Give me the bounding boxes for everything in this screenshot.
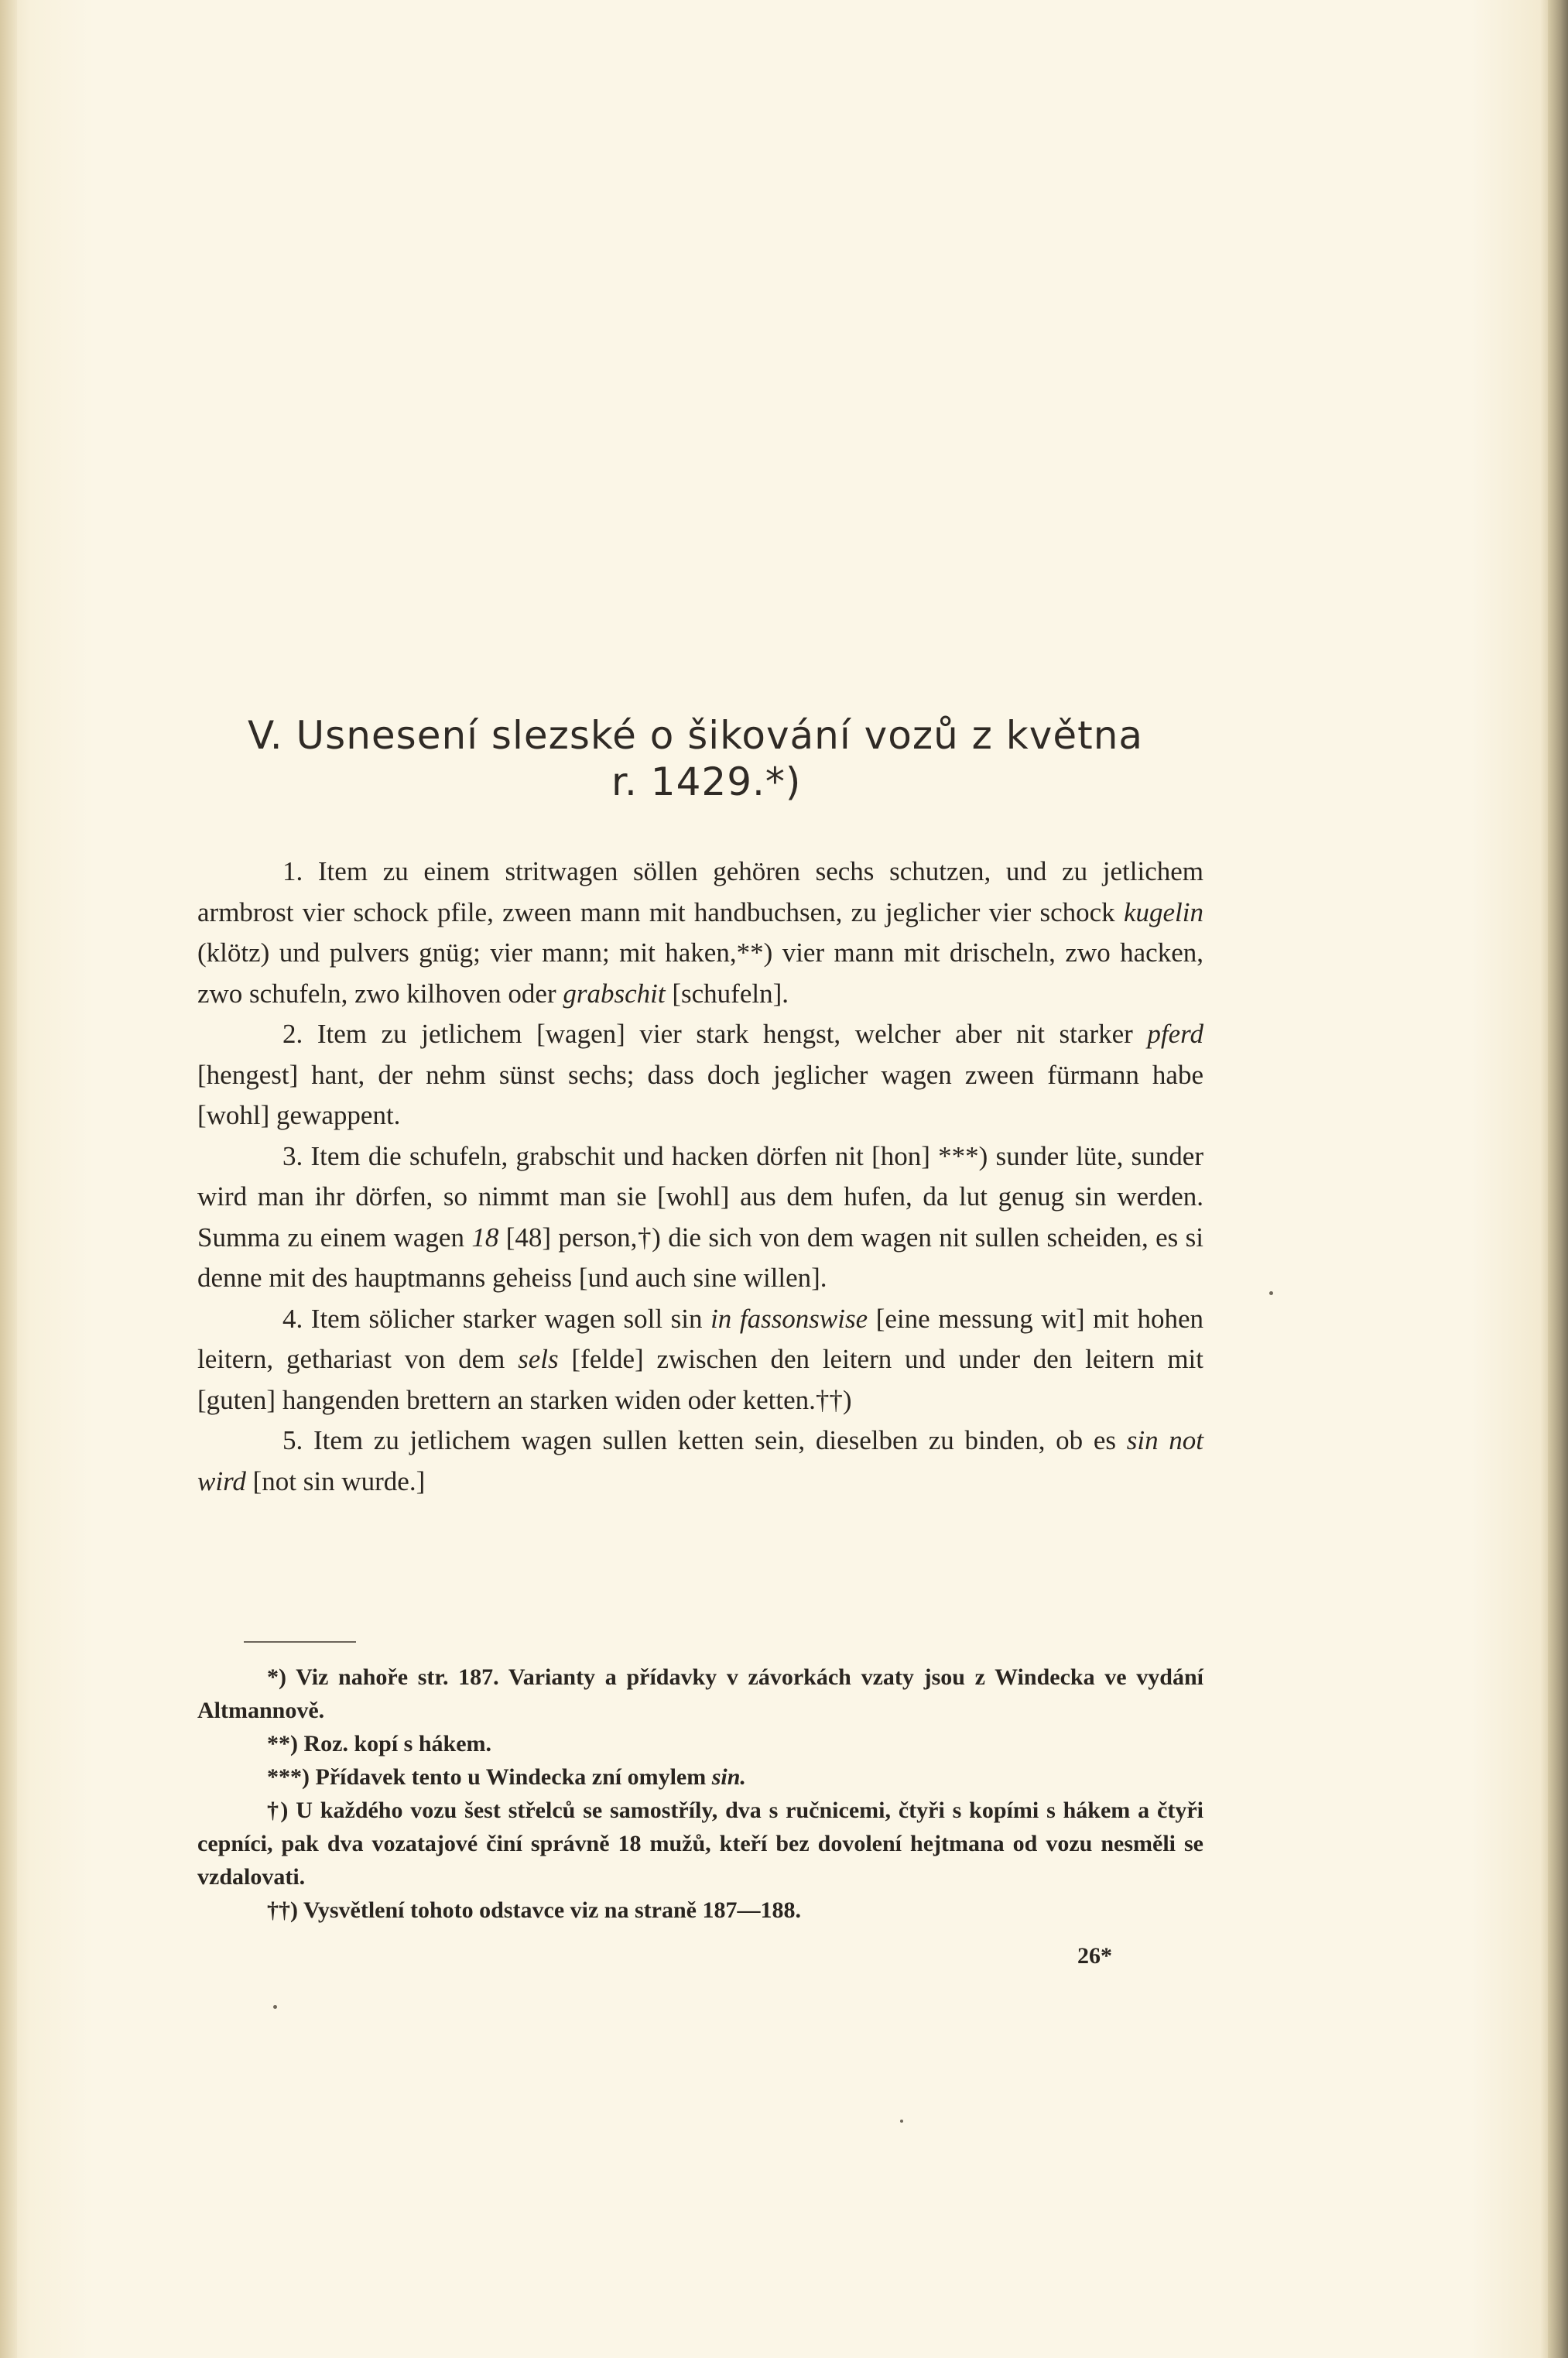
footnote [197, 1661, 1203, 1727]
main-text [197, 852, 1203, 1502]
text-run: [eine messung wit] mit hohen leitern, gethariast von dem [197, 1303, 1203, 1374]
text-run: [hengest] hant, der nehm sünst sechs; dass doch jeglicher wagen zween fürmann habe [wohl] gewappent. [197, 1059, 1203, 1130]
italic-term: in fassonswise [710, 1303, 868, 1334]
page-number: 26* [1077, 1943, 1112, 1969]
chapter-title-line-1: V. Usnesení slezské o šikování vozů z května [248, 713, 1144, 758]
italic-term: 18 [471, 1222, 499, 1253]
paragraph [197, 1421, 1203, 1502]
text-run: [48] person,†) die sich von dem wagen nit sullen scheiden, es si denne mit des hauptmanns geheiss [und auch sine willen]. [197, 1222, 1203, 1293]
footnote [197, 1794, 1203, 1894]
italic-term: kugelin [1123, 896, 1203, 927]
footnote [197, 1727, 1203, 1760]
page-left-edge [0, 0, 17, 2358]
footnote-separator [244, 1641, 356, 1643]
text-run: (klötz) und pulvers gnüg; vier mann; mit haken,**) vier mann mit drischeln, zwo hacken, zwo schufeln, zwo kilhoven oder [197, 937, 1203, 1009]
text-run: [not sin wurde.] [245, 1465, 426, 1496]
chapter-title [248, 712, 1254, 805]
text-run: 1. Item zu einem stritwagen söllen gehören sechs schutzen, und zu jetlichem armbrost vier schock pfile, zween mann mit handbuchsen, zu jeglicher vier schock [197, 856, 1203, 927]
text-run: ††) Vysvětlení tohoto odstavce viz na straně 187—188. [267, 1897, 801, 1923]
text-run: 3. Item die schufeln, grabschit und hacken dörfen nit [hon] ***) sunder lüte, sunder wird man ihr dörfen, so nimmt man sie [wohl] aus dem hufen, da lut genug sin werden. Summa zu einem wagen [197, 1140, 1203, 1253]
print-speck [900, 2120, 903, 2123]
text-run: **) Roz. kopí s hákem. [267, 1731, 492, 1757]
text-run: 4. Item sölicher starker wagen soll sin [282, 1303, 711, 1334]
italic-term: sels [518, 1344, 559, 1374]
text-run: [felde] zwischen den leitern und under den leitern mit [guten] hangenden brettern an starken widen oder ketten.††) [197, 1344, 1203, 1415]
paragraph [197, 1299, 1203, 1421]
italic-term: pferd [1147, 1019, 1203, 1049]
text-run: 2. Item zu jetlichem [wagen] vier stark hengst, welcher aber nit starker [282, 1019, 1148, 1049]
paragraph [197, 1136, 1203, 1299]
text-run: *) Viz nahoře str. 187. Varianty a přídavky v závorkách vzaty jsou z Windecka ve vydání Altmannově. [197, 1664, 1203, 1723]
text-run: †) U každého vozu šest střelců se samostříly, dva s ručnicemi, čtyři s kopími s hákem a čtyři cepníci, pak dva vozatajové činí správně 18 mužů, kteří bez dovolení hejtmana od vozu nesměli se vzdalovati. [197, 1798, 1203, 1890]
book-spine-shadow [1548, 0, 1568, 2358]
footnote [197, 1760, 1203, 1794]
italic-term: sin not wird [197, 1425, 1203, 1496]
italic-term: sin. [711, 1764, 746, 1790]
paragraph [197, 1014, 1203, 1136]
chapter-title-line-2: r. 1429.*) [611, 759, 802, 804]
text-run: ***) Přídavek tento u Windecka zní omylem [267, 1764, 712, 1790]
paragraph [197, 852, 1203, 1014]
print-speck [1269, 1291, 1273, 1295]
italic-term: grabschit [563, 978, 666, 1009]
text-run: 5. Item zu jetlichem wagen sullen ketten sein, dieselben zu binden, ob es [282, 1425, 1127, 1455]
footnote [197, 1894, 1203, 1927]
footnotes [197, 1661, 1203, 1927]
print-speck [273, 2005, 277, 2009]
text-run: [schufeln]. [665, 978, 789, 1009]
